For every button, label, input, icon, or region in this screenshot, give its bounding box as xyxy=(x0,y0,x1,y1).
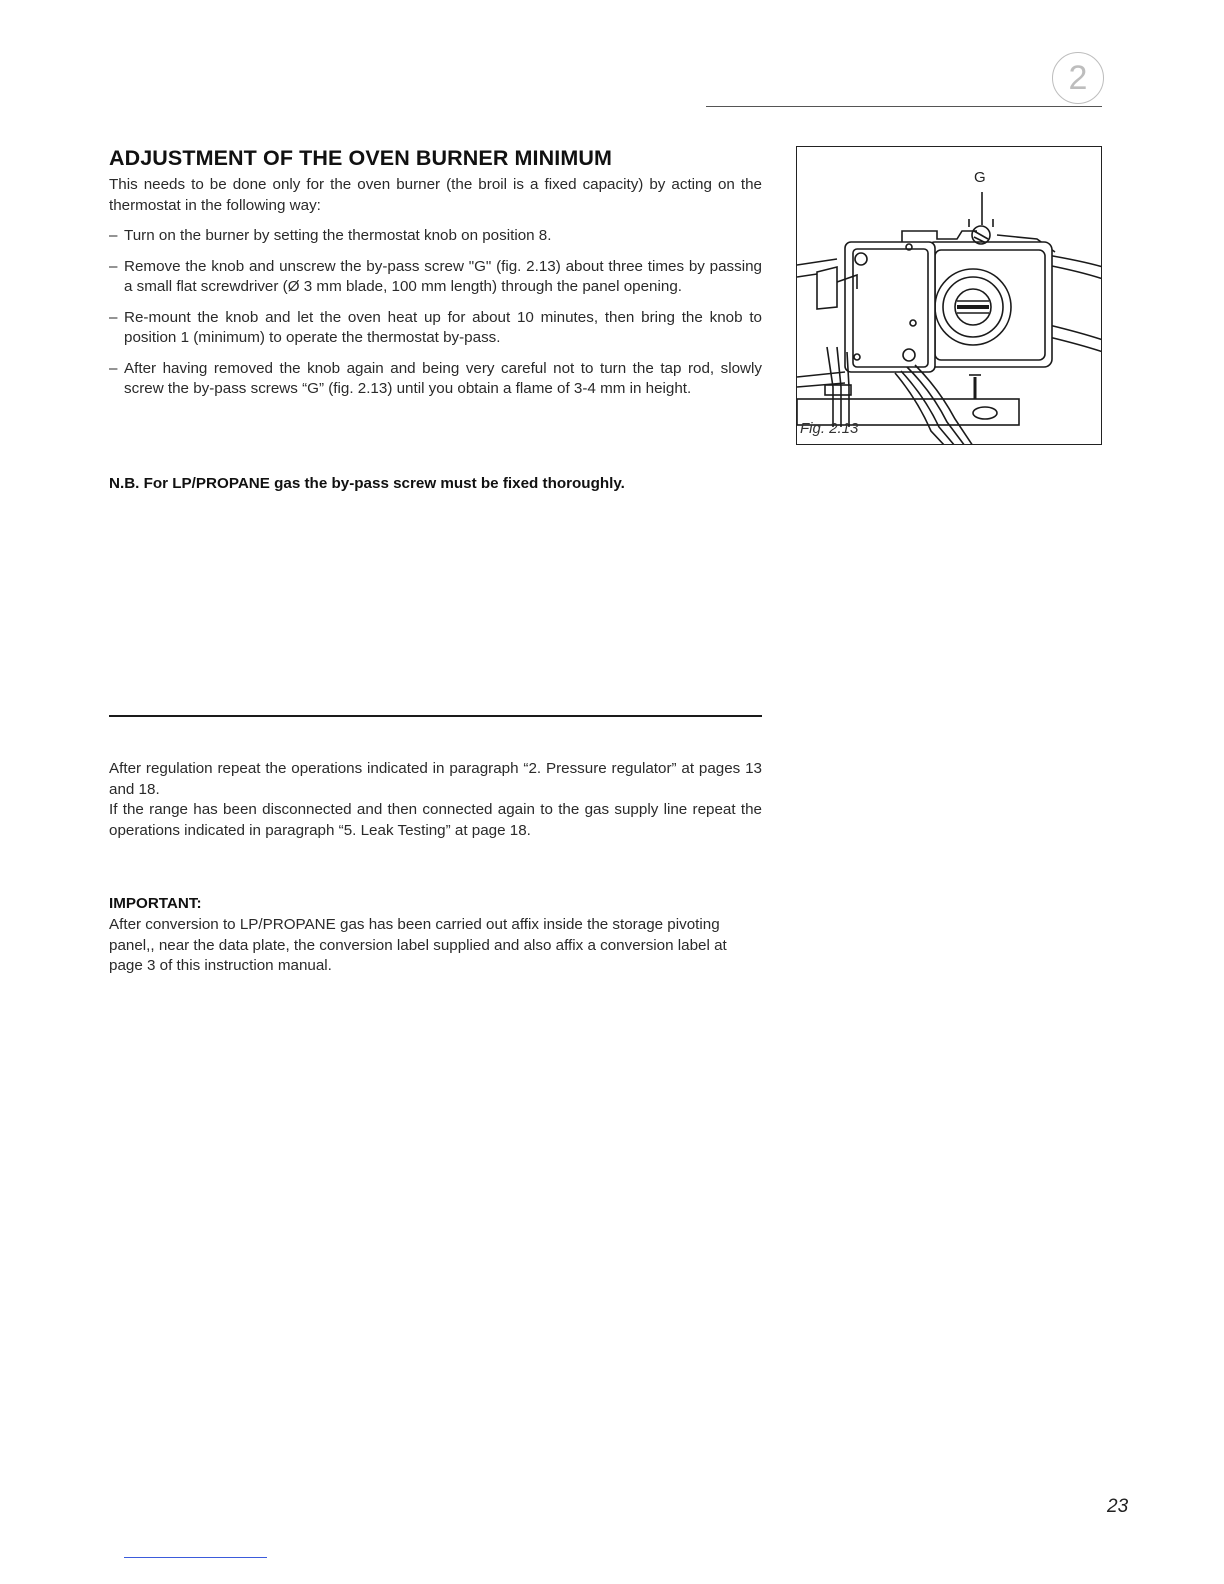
thermostat-valve-illustration xyxy=(797,147,1102,445)
step-text: Remove the knob and unscrew the by-pass screw "G" (fig. 2.13) about three times by passing a small flat screwdriver (Ø 3 mm blade, 100 mm length) through the panel opening. xyxy=(124,257,762,295)
step-text: After having removed the knob again and being very careful not to turn the tap rod, slowly screw the by-pass screws “G” (fig. 2.13) until you obtain a flame of 3-4 mm in height. xyxy=(124,359,762,397)
figure-caption: Fig. 2.13 xyxy=(800,420,859,437)
page-number: 23 xyxy=(1107,1496,1129,1517)
step-text: Turn on the burner by setting the thermostat knob on position 8. xyxy=(124,227,552,244)
chapter-number-badge xyxy=(1052,52,1104,104)
important-heading: IMPORTANT: xyxy=(109,895,202,912)
after-regulation-line: If the range has been disconnected and then connected again to the gas supply line repeat the operations indicated in paragraph “5. Leak Testing” at page 18. xyxy=(109,801,762,839)
section-divider xyxy=(109,715,762,717)
chapter-number: 2 xyxy=(1068,58,1088,97)
after-regulation-line: After regulation repeat the operations indicated in paragraph “2. Pressure regulator” at pages 13 and 18. xyxy=(109,760,762,798)
section-title: ADJUSTMENT OF THE OVEN BURNER MINIMUM xyxy=(109,146,612,170)
figure-label-g: G xyxy=(974,169,986,186)
propane-note: N.B. For LP/PROPANE gas the by-pass screw must be fixed thoroughly. xyxy=(109,475,625,492)
figure-2-13 xyxy=(796,146,1102,445)
after-regulation-text xyxy=(109,759,762,841)
procedure-step xyxy=(109,359,762,400)
procedure-step xyxy=(109,308,762,349)
procedure-step xyxy=(109,257,762,298)
step-dash: – xyxy=(109,308,118,326)
procedure-steps xyxy=(109,226,762,410)
step-dash: – xyxy=(109,227,118,244)
footer-link-underline xyxy=(124,1557,267,1558)
step-dash: – xyxy=(109,257,118,275)
intro-paragraph: This needs to be done only for the oven burner (the broil is a fixed capacity) by acting on the thermostat in the following way: xyxy=(109,176,762,214)
important-text: After conversion to LP/PROPANE gas has been carried out affix inside the storage pivoting panel,, near the data plate, the conversion label supplied and also affix a conversion label at page 3 of this instruction manual. xyxy=(109,916,727,974)
header-divider xyxy=(706,106,1102,107)
step-text: Re-mount the knob and let the oven heat up for about 10 minutes, then bring the knob to position 1 (minimum) to operate the thermostat by-pass. xyxy=(124,308,762,346)
step-dash: – xyxy=(109,359,118,377)
procedure-step xyxy=(109,226,762,247)
